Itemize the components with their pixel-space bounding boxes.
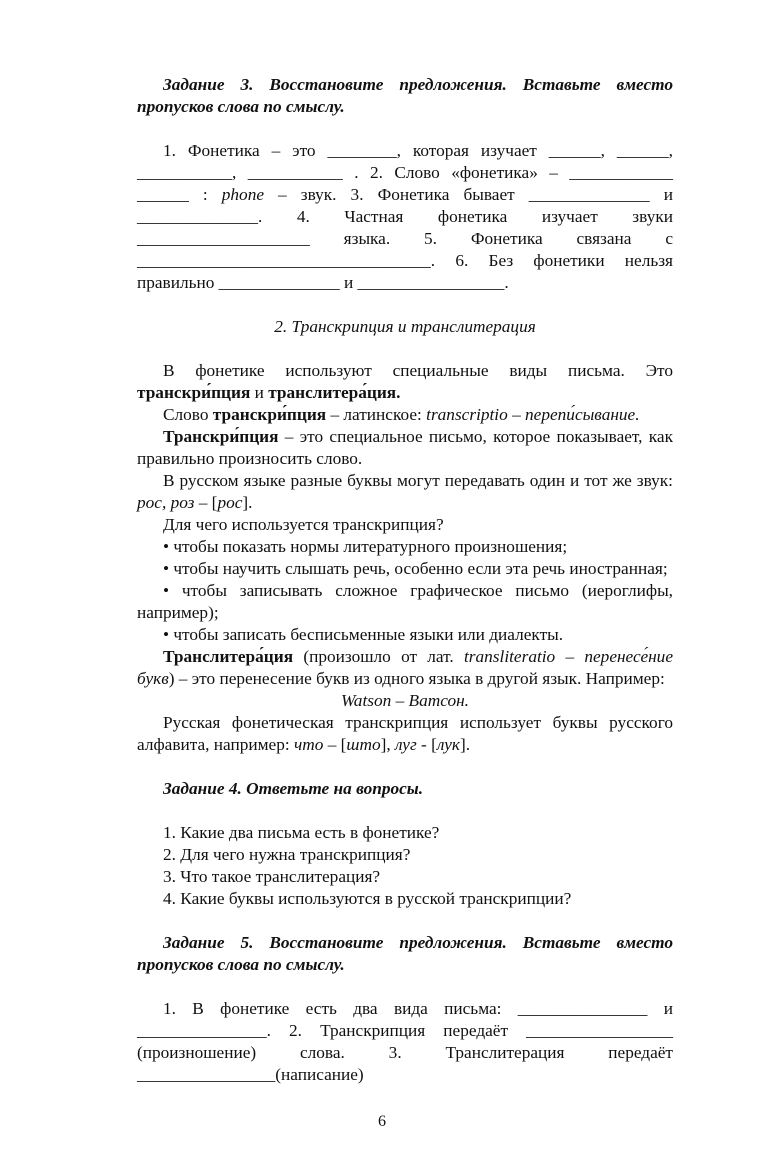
text-run: ]. [459,735,471,754]
text-run: transliteratio – перенесе́ние букв [137,647,673,688]
text-run: В русском языке разные буквы могут передавать один и тот же звук: [163,471,673,490]
text-run: • чтобы записывать сложное графическое письмо (иероглифы, например); [137,581,673,622]
text-run: – звук. 3. Фонетика бывает ______________ и ______________. 4. Частная фонетика изучает звуки ____________________ языка. 5. Фонетика связана с __________________________________. 6. Без фонетики нельзя правильно ______________ и _________________. [137,185,673,292]
question [137,844,673,866]
text-run: - [ [416,735,437,754]
text-run: транскри́пция [212,405,327,424]
spacer [137,338,673,360]
text-run: 2. Для чего нужна транскрипция? [163,845,411,864]
text-run: – это специальное письмо, которое показывает, как правильно произносить слово. [137,427,673,468]
spacer [137,294,673,316]
text-run: phone [221,185,264,204]
spacer [137,910,673,932]
text-run: • чтобы научить слышать речь, особенно если эта речь иностранная; [163,559,668,578]
text-run: – [ [323,735,347,754]
text-run: Для чего используется транскрипция? [163,515,444,534]
text-run: ) – это перенесение букв из одного языка в другой язык. Например: [168,669,665,688]
paragraph [137,712,673,756]
paragraph [137,426,673,470]
text-run: и [250,383,269,402]
text-run: ], [380,735,395,754]
spacer [137,756,673,778]
task-3-heading [137,74,673,118]
text-run: 2. Транскрипция и транслитерация [274,317,536,336]
text-run: • чтобы записать бесписьменные языки или диалекты. [163,625,564,644]
text-run: 1. Какие два письма есть в фонетике? [163,823,440,842]
task-5-heading [137,932,673,976]
text-run: 3. Что такое транслитерация? [163,867,381,886]
bullet-item [137,558,673,580]
text-run: transcriptio – перепи́сывание. [426,405,640,424]
text-run: • чтобы показать нормы литературного произношения; [163,537,568,556]
text-run: рос, роз [137,493,195,512]
text-run: рос [217,493,243,512]
text-run: што [346,735,381,754]
task-3-text [137,140,673,294]
text-run: Транскри́пция [163,427,279,446]
spacer [137,800,673,822]
text-run: 1. В фонетике есть два вида письма: _______________ и _______________. 2. Транскрипция передаёт _________________ (произношение) слова. 3. Транслитерация передаёт ________________(написание) [137,999,673,1084]
bullet-item [137,624,673,646]
text-run: В фонетике используют специальные виды письма. Это [163,361,673,380]
bullet-item [137,536,673,558]
text-run: транслитера́ция. [268,383,401,402]
text-run: транскри́пция [137,383,251,402]
page-number: 6 [378,1113,386,1130]
question [137,888,673,910]
document-page [137,74,673,1086]
text-run: луг [395,735,417,754]
text-run: лук [436,735,460,754]
text-run: ]. [242,493,253,512]
bullet-item [137,580,673,624]
text-run: Задание 3. Восстановите предложения. Вставьте вместо пропусков слова по смыслу. [137,75,673,116]
text-run: что [294,735,324,754]
section-title [137,316,673,338]
text-run: Watson – Ватсон. [341,691,469,710]
example [137,690,673,712]
text-run: Транслитера́ция [163,647,294,666]
paragraph [137,360,673,404]
question [137,822,673,844]
text-run: 4. Какие буквы используются в русской транскрипции? [163,889,572,908]
spacer [137,976,673,998]
text-run: – латинское: [326,405,427,424]
text-run: Слово [163,405,213,424]
text-run: – [ [194,493,218,512]
text-run: Задание 4. Ответьте на вопросы. [163,779,424,798]
paragraph [137,646,673,690]
text-run: Задание 5. Восстановите предложения. Вставьте вместо пропусков слова по смыслу. [137,933,673,974]
paragraph [137,470,673,514]
question [137,866,673,888]
paragraph [137,514,673,536]
spacer [137,118,673,140]
text-run: (произошло от лат. [293,647,464,666]
task-4-heading [137,778,673,800]
paragraph [137,404,673,426]
text-run: 1. Фонетика – это ________, которая изучает ______, ______, ___________, ___________ . 2. Слово «фонетика» – ____________ ______ : [137,141,673,204]
text-run: Русская фонетическая транскрипция использует буквы русского алфавита, например: [137,713,673,754]
task-5-text [137,998,673,1086]
